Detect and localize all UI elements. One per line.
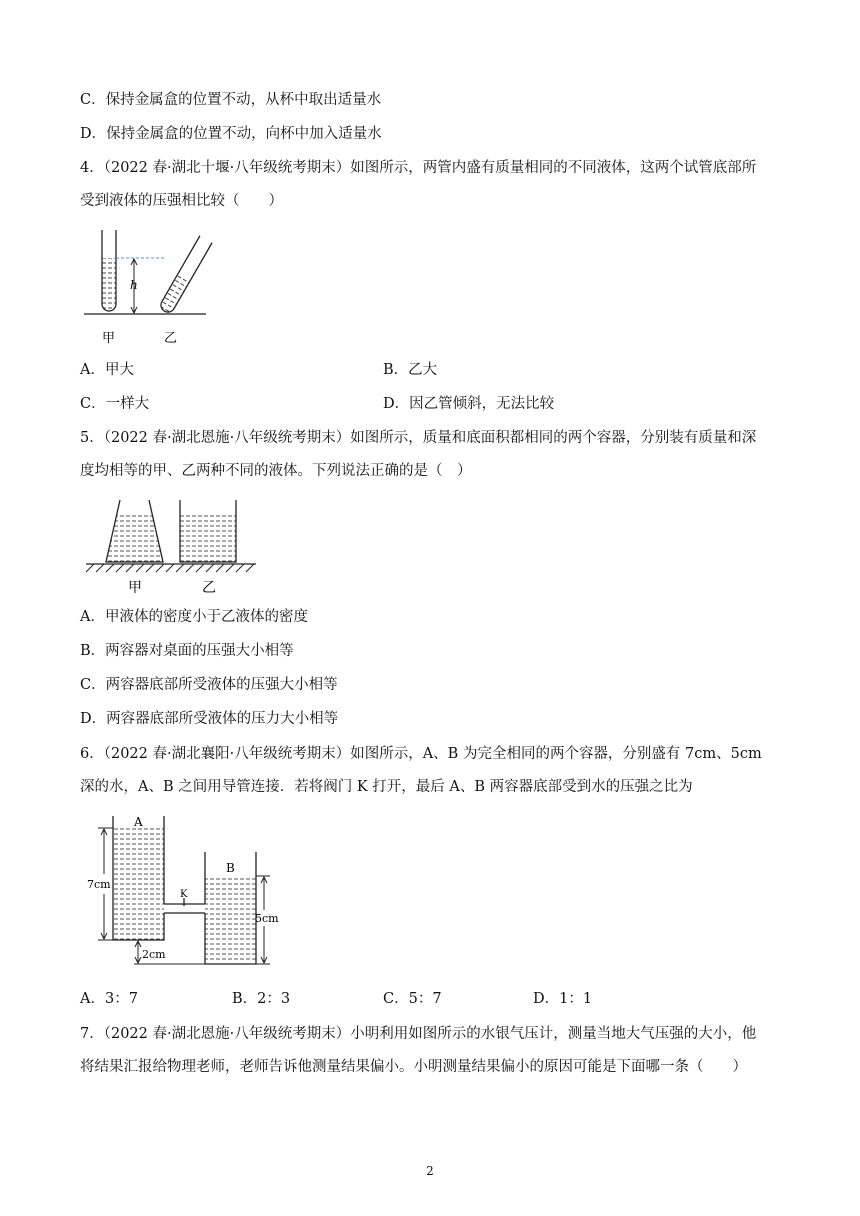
label-jia: 甲 [102,331,116,346]
q6-option-c: C．5：7 [383,991,442,1007]
label-5cm: 5cm [255,912,279,925]
h-label: h [130,278,138,292]
page-number: 2 [426,1164,434,1178]
q5-option-c: C．两容器底部所受液体的压强大小相等 [80,677,338,693]
q6-stem-line1: 6．（2022 春·湖北襄阳·八年级统考期末）如图所示，A、B 为完全相同的两个容器，分别盛有 7cm、5cm [80,746,762,762]
q6-option-a: A．3：7 [80,991,138,1007]
container-a-water [113,828,164,940]
q6-option-b: B．2：3 [232,991,291,1007]
label-jia: 甲 [128,580,142,596]
container-b-water [205,876,256,964]
q5-option-b: B．两容器对桌面的压强大小相等 [80,643,294,659]
q4-option-a: A．甲大 [80,362,134,378]
q6-connected-containers-figure [84,812,280,970]
tube-jia [102,230,116,311]
q5-stem-line2: 度均相等的甲、乙两种不同的液体。下列说法正确的是（ ） [80,463,472,479]
q6-option-d: D．1：1 [533,991,593,1007]
q5-option-a: A．甲液体的密度小于乙液体的密度 [80,609,308,625]
label-7cm: 7cm [87,878,111,891]
container-jia [106,500,163,562]
label-yi: 乙 [164,331,178,346]
q5-stem-line1: 5．（2022 春·湖北恩施·八年级统考期末）如图所示，质量和底面积都相同的两个容器，分别装有质量和深 [80,430,757,446]
q3-option-c: C．保持金属盒的位置不动，从杯中取出适量水 [80,92,382,108]
label-a: A [134,815,143,829]
q7-stem-line2: 将结果汇报给物理老师，老师告诉他测量结果偏小。小明测量结果偏小的原因可能是下面哪一条（ ） [80,1059,747,1075]
q5-container-figure [84,494,260,600]
q4-option-d: D．因乙管倾斜，无法比较 [383,396,555,412]
tube-yi [158,236,212,315]
q4-stem-line1: 4．（2022 春·湖北十堰·八年级统考期末）如图所示，两管内盛有质量相同的不同液体，这两个试管底部所 [80,160,757,176]
q6-stem-line2: 深的水，A、B 之间用导管连接．若将阀门 K 打开，最后 A、B 两容器底部受到水的压强之比为 [80,779,693,795]
table-hatch [86,564,254,572]
label-2cm: 2cm [142,948,166,961]
label-k: K [180,889,188,900]
q7-stem-line1: 7．（2022 春·湖北恩施·八年级统考期末）小明利用如图所示的水银气压计，测量当地大气压强的大小，他 [80,1026,757,1042]
container-yi [180,500,236,562]
label-b: B [226,861,235,875]
q4-test-tube-figure [84,226,214,348]
q5-option-d: D．两容器底部所受液体的压力大小相等 [80,711,339,727]
q4-option-c: C．一样大 [80,396,150,412]
label-yi: 乙 [202,580,216,596]
q3-option-d: D．保持金属盒的位置不动，向杯中加入适量水 [80,126,382,142]
q4-stem-line2: 受到液体的压强相比较（ ） [80,193,283,209]
q4-option-b: B．乙大 [383,362,438,378]
